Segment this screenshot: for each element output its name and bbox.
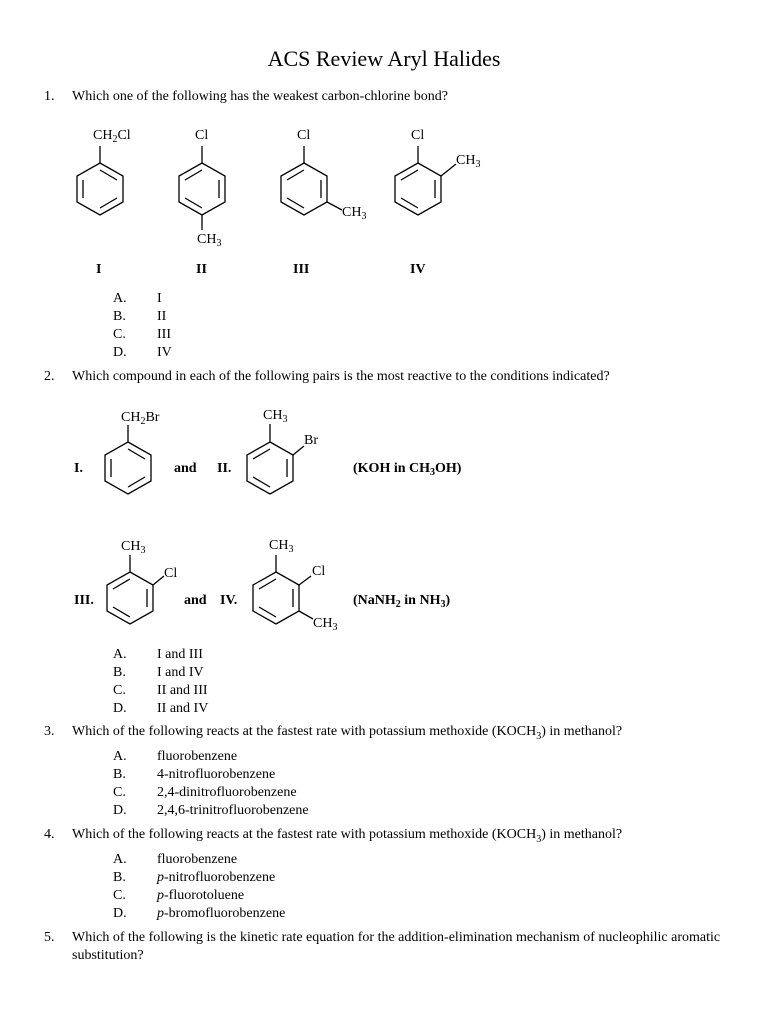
substituent-label: $CH_3$ — [269, 538, 294, 555]
substituent-label: Cl — [297, 128, 311, 143]
question-number: 3. — [44, 724, 55, 739]
option-letter: A. — [113, 291, 127, 306]
option-text: 2,4,6-trinitrofluorobenzene — [157, 803, 309, 818]
compound-label: III. — [74, 593, 94, 608]
option-letter: D. — [113, 701, 127, 716]
option-letter: A. — [113, 647, 127, 662]
benzene-ring-q1-i — [77, 146, 123, 215]
option-letter: D. — [113, 803, 127, 818]
option-prefix: p — [157, 906, 164, 921]
benzene-ring-q2-iv — [253, 555, 313, 624]
option-letter: C. — [113, 785, 126, 800]
substituent-label: Cl — [312, 564, 326, 579]
page-title: ACS Review Aryl Halides — [267, 46, 501, 71]
option-letter: A. — [113, 852, 127, 867]
option-letter: B. — [113, 767, 126, 782]
structure-label: IV — [410, 262, 426, 277]
benzene-ring-q2-iii — [107, 555, 164, 624]
option-text: fluorobenzene — [157, 852, 238, 867]
option-text: IV — [157, 345, 172, 360]
and-label: and — [184, 593, 207, 608]
substituent-label: $CH_3$ — [342, 205, 367, 222]
option-prefix: p — [157, 870, 164, 885]
substituent-label: Br — [304, 433, 318, 448]
benzene-ring-q2-i — [105, 425, 151, 494]
compound-label: I. — [74, 461, 83, 476]
substituent-label: $CH_3$ — [263, 408, 288, 425]
option-text: I — [157, 291, 162, 306]
substituent-label: $CH_3$ — [456, 153, 481, 170]
structure-label: I — [96, 262, 102, 277]
option-text: -bromofluorobenzene — [164, 906, 286, 921]
compound-label: IV. — [220, 593, 238, 608]
substituent-label: $CH_2Br$ — [121, 410, 160, 427]
option-text: III — [157, 327, 171, 342]
option-text: I and III — [157, 647, 203, 662]
and-label: and — [174, 461, 197, 476]
question-text: Which one of the following has the weakest carbon-chlorine bond? — [72, 89, 448, 104]
benzene-ring-q1-ii — [179, 146, 225, 230]
option-text: fluorobenzene — [157, 749, 238, 764]
option-letter: C. — [113, 888, 126, 903]
option-letter: C. — [113, 683, 126, 698]
option-letter: B. — [113, 309, 126, 324]
option-letter: D. — [113, 345, 127, 360]
question-text: Which of the following is the kinetic rate equation for the addition-elimination mechanism of nucleophilic aromatic substitution? — [72, 930, 721, 963]
question-number: 2. — [44, 369, 55, 384]
option-text: -fluorotoluene — [164, 888, 245, 903]
option-text: 4-nitrofluorobenzene — [157, 767, 276, 782]
option-text: II — [157, 309, 167, 324]
substituent-label: $CH_3$ — [121, 539, 146, 556]
conditions-label: (NaNH$_2$ in $NH_3$) — [353, 593, 451, 610]
structure-label: III — [293, 262, 310, 277]
option-text: II and IV — [157, 701, 209, 716]
conditions-label: (KOH in $CH_3OH$) — [353, 461, 462, 478]
benzene-ring-q1-iv — [395, 146, 456, 215]
question-text: Which compound in each of the following pairs is the most reactive to the conditions indicated? — [72, 369, 610, 384]
substituent-label: $CH_3$ — [197, 232, 222, 249]
substituent-label: $CH_3$ — [313, 616, 338, 633]
option-prefix: p — [157, 888, 164, 903]
question-number: 4. — [44, 827, 55, 842]
option-text: I and IV — [157, 665, 204, 680]
question-number: 1. — [44, 89, 55, 104]
option-text: II and III — [157, 683, 208, 698]
option-letter: C. — [113, 327, 126, 342]
substituent-label: Cl — [164, 566, 178, 581]
substituent-label: Cl — [411, 128, 425, 143]
benzene-ring-q1-iii — [281, 146, 342, 215]
option-text: -nitrofluorobenzene — [164, 870, 276, 885]
option-letter: D. — [113, 906, 127, 921]
question-text: Which of the following reacts at the fastest rate with potassium methoxide $(KOCH_3)$ in methanol? — [72, 827, 623, 845]
benzene-ring-q2-ii — [247, 424, 304, 494]
option-letter: B. — [113, 870, 126, 885]
option-letter: A. — [113, 749, 127, 764]
compound-label: II. — [217, 461, 232, 476]
option-letter: B. — [113, 665, 126, 680]
question-number: 5. — [44, 930, 55, 945]
substituent-label: $CH_2Cl$ — [93, 128, 131, 145]
question-text: Which of the following reacts at the fastest rate with potassium methoxide $(KOCH_3)$ in methanol? — [72, 724, 623, 742]
option-text: 2,4-dinitrofluorobenzene — [157, 785, 297, 800]
structure-label: II — [196, 262, 207, 277]
substituent-label: Cl — [195, 128, 209, 143]
